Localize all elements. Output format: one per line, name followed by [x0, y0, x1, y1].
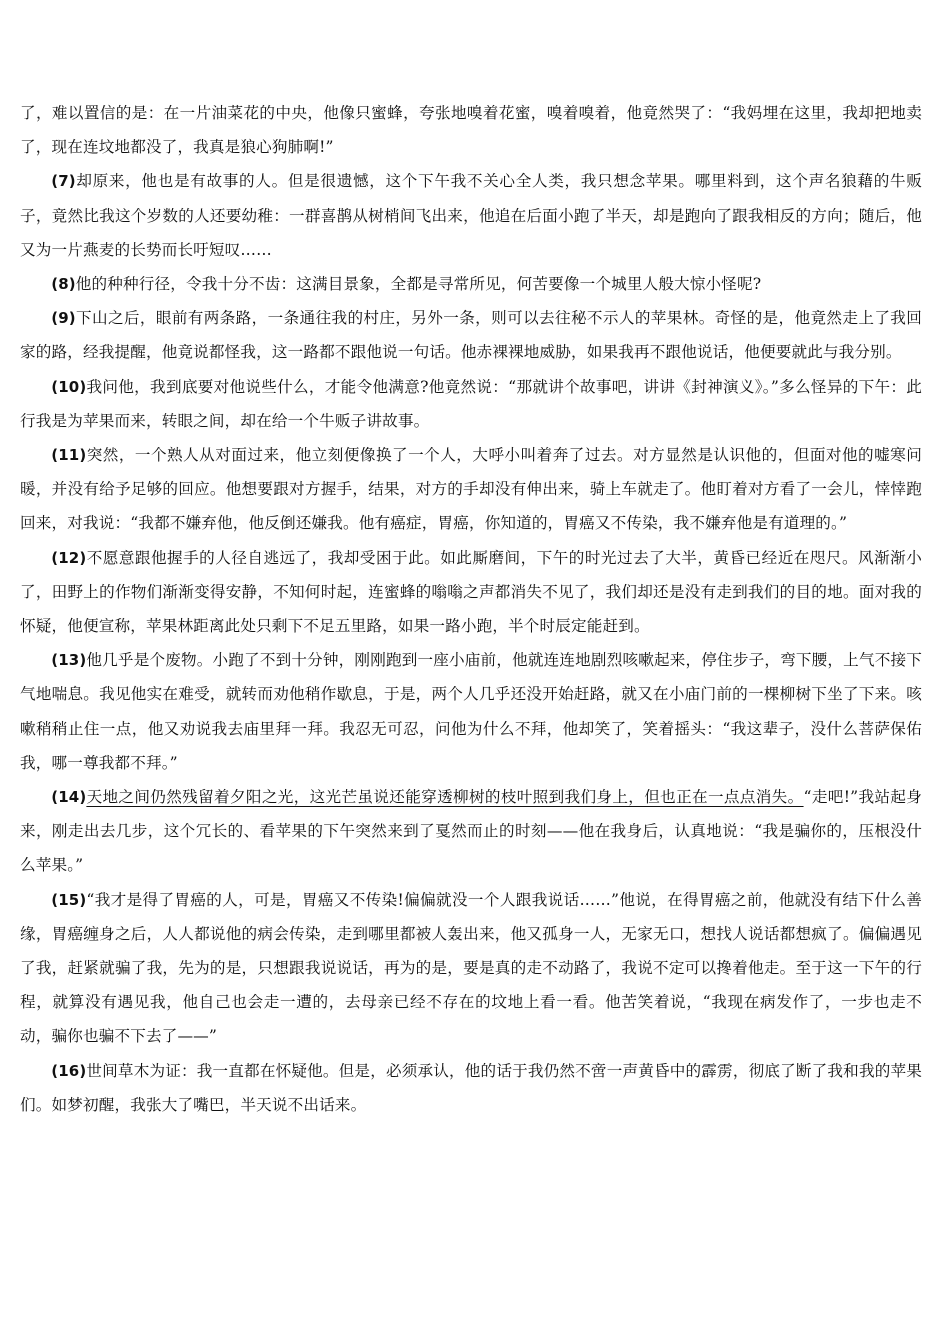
paragraph-number: (13) [51, 651, 87, 670]
paragraph-number: (10) [51, 377, 87, 396]
paragraph-text: “我才是得了胃癌的人，可是，胃癌又不传染!偏偏就没一个人跟我说话……”他说，在得胃癌之前，他就没有结下什么善缘，胃癌缠身之后，人人都说他的病会传染，走到哪里都被人轰出来，他又孤身一人，无家无口，想找人说话都想疯了。偏偏遇见了我，赶紧就骗了我，先为的是，只想跟我说说话，再为的是，要是真的走不动路了，我说不定可以搀着他走。至于这一下午的行程，就算没有遇见我，他自己也会走一遭的，去母亲已经不存在的坟地上看一看。他苦笑着说，“我现在病发作了，一步也走不动，骗你也骗不下去了——” [20, 890, 922, 1046]
paragraph-text: 下山之后，眼前有两条路，一条通往我的村庄，另外一条，则可以去往秘不示人的苹果林。奇怪的是，他竟然走上了我回家的路，经我提醒，他竟说都怪我，这一路都不跟他说一句话。他赤裸裸地威胁，如果我再不跟他说话，他便要就此与我分别。 [20, 309, 922, 362]
paragraph-text: 世间草木为证：我一直都在怀疑他。但是，必须承认，他的话于我仍然不啻一声黄昏中的霹雳，彻底了断了我和我的苹果们。如梦初醒，我张大了嘴巴，半天说不出话来。 [20, 1061, 922, 1114]
underlined-sentence: 天地之间仍然残留着夕阳之光，这光芒虽说还能穿透柳树的枝叶照到我们身上，但也正在一点点消失。 [86, 788, 804, 807]
paragraph-text: 了，难以置信的是：在一片油菜花的中央，他像只蜜蜂，夸张地嗅着花蜜，嗅着嗅着，他竟然哭了：“我妈埋在这里，我却把地卖了，现在连坟地都没了，我真是狼心狗肺啊!” [20, 104, 922, 157]
paragraph-number: (9) [51, 309, 76, 328]
paragraph-7 [20, 164, 922, 267]
paragraph-number: (7) [51, 172, 76, 191]
paragraph-13 [20, 643, 922, 780]
paragraph-number: (11) [51, 446, 87, 465]
paragraph-15 [20, 883, 922, 1054]
paragraph-text: 他几乎是个废物。小跑了不到十分钟，刚刚跑到一座小庙前，他就连连地剧烈咳嗽起来，停住步子，弯下腰，上气不接下气地喘息。我见他实在难受，就转而劝他稍作歇息，于是，两个人几乎还没开始赶路，就又在小庙门前的一棵柳树下坐了下来。咳嗽稍稍止住一点，他又劝说我去庙里拜一拜。我忍无可忍，问他为什么不拜，他却笑了，笑着摇头：“我这辈子，没什么菩萨保佑我，哪一尊我都不拜。” [20, 651, 922, 772]
paragraph-text: 不愿意跟他握手的人径自逃远了，我却受困于此。如此厮磨间，下午的时光过去了大半，黄昏已经近在咫尺。风渐渐小了，田野上的作物们渐渐变得安静，不知何时起，连蜜蜂的嗡嗡之声都消失不见了，我们却还是没有走到我们的目的地。面对我的怀疑，他便宣称，苹果林距离此处只剩下不足五里路，如果一路小跑，半个时辰定能赶到。 [20, 548, 922, 636]
article-body [20, 96, 922, 1122]
paragraph-9 [20, 301, 922, 369]
paragraph-14 [20, 780, 922, 883]
paragraph-text: 突然，一个熟人从对面过来，他立刻便像换了一个人，大呼小叫着奔了过去。对方显然是认识他的，但面对他的嘘寒问暖，并没有给予足够的回应。他想要跟对方握手，结果，对方的手却没有伸出来，骑上车就走了。他盯着对方看了一会儿，悻悻跑回来，对我说：“我都不嫌弃他，他反倒还嫌我。他有癌症，胃癌，你知道的，胃癌又不传染，我不嫌弃他是有道理的。” [20, 446, 922, 533]
paragraph-8 [20, 267, 922, 301]
paragraph-text: 我问他，我到底要对他说些什么，才能令他满意?他竟然说：“那就讲个故事吧，讲讲《封神演义》。”多么怪异的下午：此行我是为苹果而来，转眼之间，却在给一个牛贩子讲故事。 [20, 377, 922, 430]
paragraph-number: (8) [51, 275, 76, 294]
paragraph-12 [20, 541, 922, 644]
paragraph-number: (16) [51, 1061, 87, 1080]
paragraph-11 [20, 438, 922, 541]
paragraph-6-continued [20, 96, 922, 164]
paragraph-number: (14) [51, 788, 87, 807]
paragraph-text: “走吧!”我站起身来，刚走出去几步，这个冗长的、看苹果的下午突然来到了戛然而止的时刻——他在我身后，认真地说：“我是骗你的，压根没什么苹果。” [20, 788, 922, 875]
paragraph-number: (15) [51, 890, 87, 909]
paragraph-10 [20, 370, 922, 438]
paragraph-number: (12) [51, 548, 87, 567]
paragraph-16 [20, 1054, 922, 1122]
paragraph-text: 他的种种行径，令我十分不齿：这满目景象，全都是寻常所见，何苦要像一个城里人般大惊小怪呢? [75, 275, 762, 294]
paragraph-text: 却原来，他也是有故事的人。但是很遗憾，这个下午我不关心全人类，我只想念苹果。哪里料到，这个声名狼藉的牛贩子，竟然比我这个岁数的人还要幼稚：一群喜鹊从树梢间飞出来，他追在后面小跑了半天，却是跑向了跟我相反的方向；随后，他又为一片燕麦的长势而长吁短叹…… [20, 172, 922, 259]
